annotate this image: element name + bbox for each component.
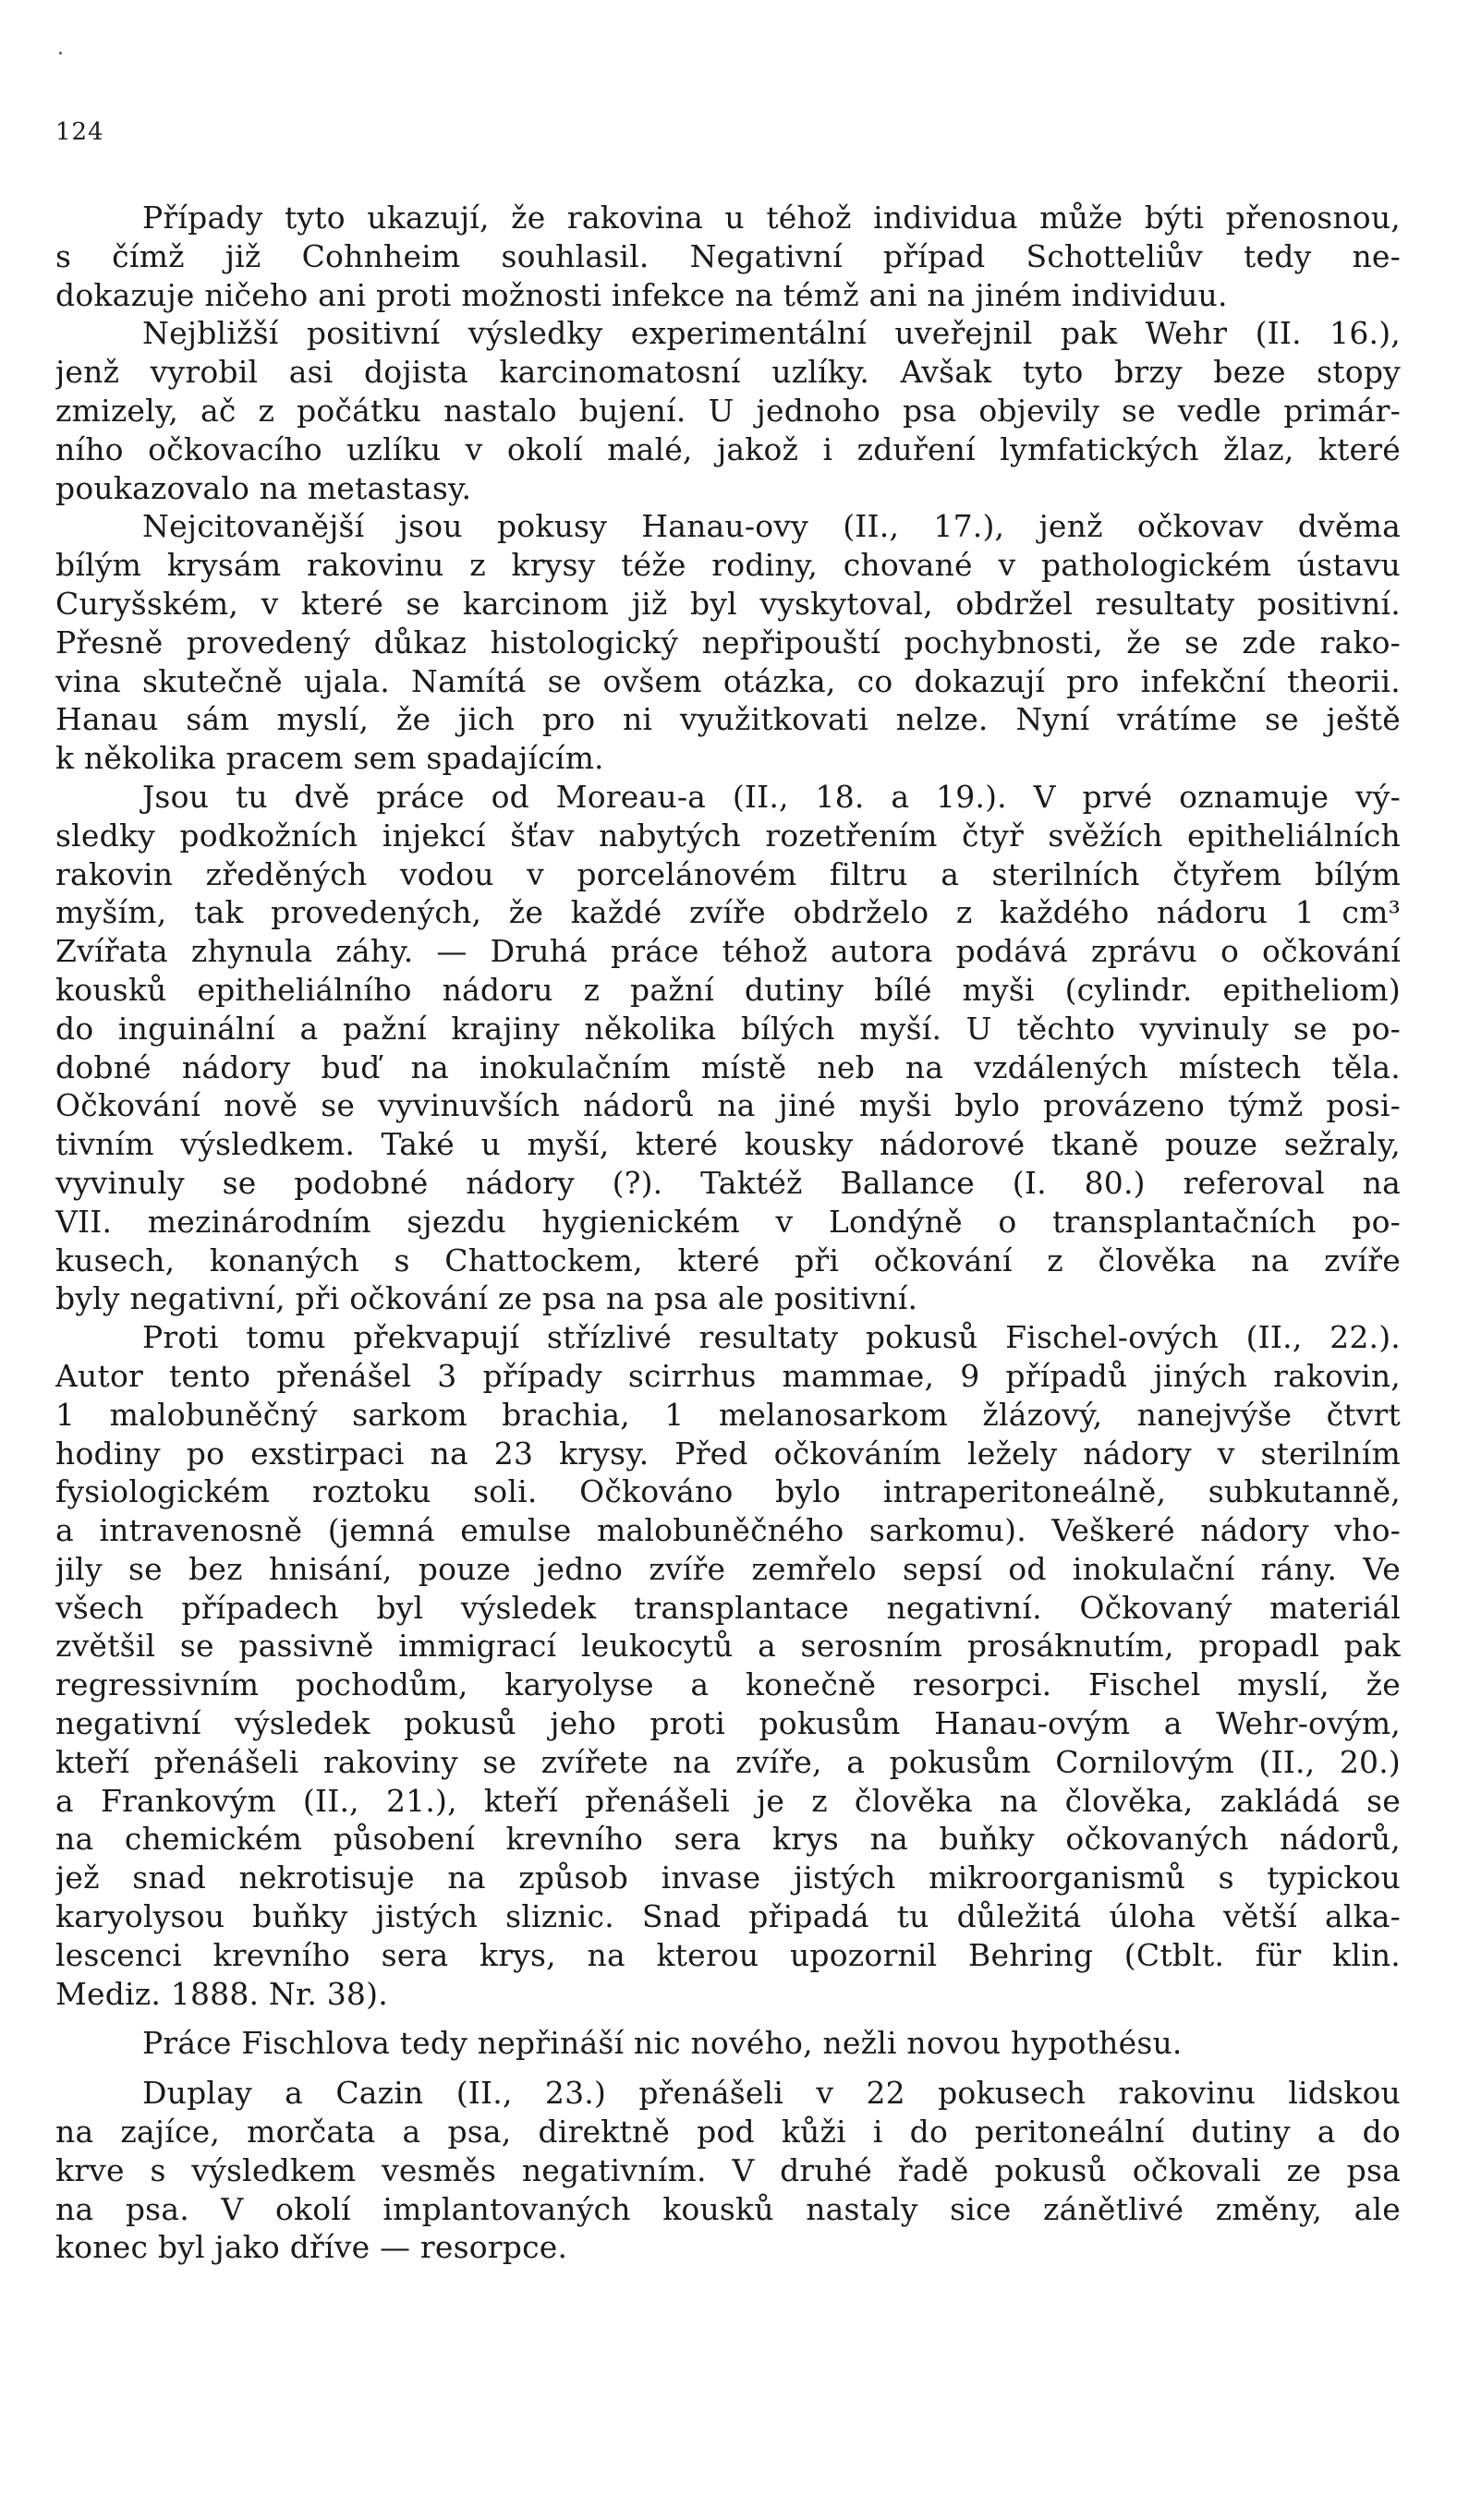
text-line: kusech, konaných s Chattockem, které při očkování z člověka na zvíře <box>55 1242 1401 1278</box>
text-line: lescenci krevního sera krys, na kterou upozornil Behring (Ctblt. für klin. <box>55 1936 1401 1973</box>
text-line: na chemickém působení krevního sera krys na buňky očkovaných nádorů, <box>55 1821 1401 1858</box>
text-line: Jsou tu dvě práce od Moreau-a (II., 18. a 19.). V prvé oznamuje vý- <box>142 778 1401 815</box>
text-line: a intravenosně (jemná emulse malobuněčného sarkomu). Veškeré nádory vho- <box>55 1512 1401 1549</box>
text-line: a Frankovým (II., 21.), kteří přenášeli je z člověka na člověka, zakládá se <box>55 1782 1401 1819</box>
text-line: bílým krysám rakovinu z krysy téže rodiny, chované v pathologickém ústavu <box>55 547 1401 584</box>
text-line: regressivním pochodům, karyolyse a konečně resorpci. Fischel myslí, že <box>55 1666 1401 1703</box>
text-line: dobné nádory buď na inokulačním místě neb na vzdálených místech těla. <box>55 1048 1401 1085</box>
text-line: rakovin zředěných vodou v porcelánovém filtru a sterilních čtyřem bílým <box>55 855 1401 892</box>
text-line: na psa. V okolí implantovaných kousků nastaly sice zánětlivé změny, ale <box>55 2190 1401 2227</box>
text-line: tivním výsledkem. Také u myší, které kousky nádorové tkaně pouze sežraly, <box>55 1126 1401 1163</box>
text-line: VII. mezinárodním sjezdu hygienickém v Londýně o transplantačních po- <box>55 1203 1401 1240</box>
text-line: karyolysou buňky jistých sliznic. Snad připadá tu důležitá úloha větší alka- <box>55 1898 1401 1935</box>
body-text <box>55 199 1401 2267</box>
text-line: jenž vyrobil asi dojista karcinomatosní uzlíky. Avšak tyto brzy beze stopy <box>55 354 1401 391</box>
text-line: fysiologickém roztoku soli. Očkováno bylo intraperitoneálně, subkutanně, <box>55 1473 1401 1510</box>
text-line: Nejcitovanější jsou pokusy Hanau-ovy (II., 17.), jenž očkovav dvěma <box>142 508 1401 545</box>
text-line: krve s výsledkem vesměs negativním. V druhé řadě pokusů očkovali ze psa <box>55 2151 1401 2188</box>
text-line: kousků epitheliálního nádoru z pažní dutiny bílé myši (cylindr. epitheliom) <box>55 971 1401 1008</box>
text-line: negativní výsledek pokusů jeho proti pokusům Hanau-ovým a Wehr-ovým, <box>55 1705 1401 1742</box>
text-line: zmizely, ač z počátku nastalo bujení. U jednoho psa objevily se vedle primár- <box>55 392 1401 429</box>
text-line: sledky podkožních injekcí šťav nabytých rozetřením čtyř svěžích epitheliálních <box>55 817 1401 854</box>
page-number: 124 <box>55 118 104 146</box>
text-line: vyvinuly se podobné nádory (?). Taktéž Ballance (I. 80.) referoval na <box>55 1164 1401 1201</box>
text-line: Proti tomu překvapují střízlivé resultaty pokusů Fischel-ových (II., 22.). <box>142 1319 1401 1356</box>
text-line: hodiny po exstirpaci na 23 krysy. Před očkováním ležely nádory v sterilním <box>55 1435 1401 1472</box>
text-line: Curyšském, v které se karcinom již byl vyskytoval, obdržel resultaty positivní. <box>55 585 1401 622</box>
text-line: konec byl jako dříve — resorpce. <box>55 2229 568 2266</box>
text-line: poukazovalo na metastasy. <box>55 469 472 506</box>
text-line: na zajíce, morčata a psa, direktně pod kůži i do peritoneální dutiny a do <box>55 2114 1401 2150</box>
text-line: myším, tak provedených, že každé zvíře obdrželo z každého nádoru 1 cm³ <box>55 894 1401 931</box>
paragraph-gap <box>55 2063 1401 2074</box>
text-line: Případy tyto ukazují, že rakovina u téhož individua může býti přenosnou, <box>142 200 1401 236</box>
paragraph-gap <box>55 2013 1401 2024</box>
text-line: všech případech byl výsledek transplantace negativní. Očkovaný materiál <box>55 1589 1401 1626</box>
text-line: dokazuje ničeho ani proti možnosti infekce na témž ani na jiném individuu. <box>55 276 1228 313</box>
text-line: jež snad nekrotisuje na způsob invase jistých mikroorganismů s typickou <box>55 1860 1401 1896</box>
text-line: zvětšil se passivně immigrací leukocytů a serosním prosáknutím, propadl pak <box>55 1628 1401 1665</box>
text-line: Hanau sám myslí, že jich pro ni využitkovati nelze. Nyní vrátíme se ještě <box>55 701 1401 738</box>
text-line: Duplay a Cazin (II., 23.) přenášeli v 22 pokusech rakovinu lidskou <box>142 2075 1401 2112</box>
text-line: Mediz. 1888. Nr. 38). <box>55 1975 388 2012</box>
text-line: Očkování nově se vyvinuvších nádorů na jiné myši bylo provázeno týmž posi- <box>55 1087 1401 1124</box>
text-line: s čímž již Cohnheim souhlasil. Negativní případ Schotteliův tedy ne- <box>55 237 1401 274</box>
text-line: Práce Fischlova tedy nepřináší nic nového, nežli novou hypothésu. <box>142 2025 1183 2062</box>
text-line: do inguinální a pažní krajiny několika bílých myší. U těchto vyvinuly se po- <box>55 1010 1401 1047</box>
text-line: 1 malobuněčný sarkom brachia, 1 melanosarkom žlázový, nanejvýše čtvrt <box>55 1396 1401 1433</box>
text-line: kteří přenášeli rakoviny se zvířete na zvíře, a pokusům Cornilovým (II., 20.) <box>55 1743 1401 1780</box>
text-line: vina skutečně ujala. Namítá se ovšem otázka, co dokazují pro infekční theorii. <box>55 662 1401 699</box>
text-line: ního očkovacího uzlíku v okolí malé, jakož i zduření lymfatických žlaz, které <box>55 430 1401 467</box>
text-line: Zvířata zhynula záhy. — Druhá práce téhož autora podává zprávu o očkování <box>55 933 1401 970</box>
text-line: jily se bez hnisání, pouze jedno zvíře zemřelo sepsí od inokulační rány. Ve <box>55 1550 1401 1587</box>
text-line: k několika pracem sem spadajícím. <box>55 740 604 777</box>
text-line: byly negativní, při očkování ze psa na psa ale positivní. <box>55 1280 918 1317</box>
text-line: Autor tento přenášel 3 případy scirrhus mammae, 9 případů jiných rakovin, <box>55 1357 1401 1394</box>
scan-speck <box>59 52 62 55</box>
text-line: Nejbližší positivní výsledky experimentální uveřejnil pak Wehr (II. 16.), <box>142 315 1401 352</box>
text-line: Přesně provedený důkaz histologický nepřipouští pochybnosti, že se zde rako- <box>55 624 1401 660</box>
